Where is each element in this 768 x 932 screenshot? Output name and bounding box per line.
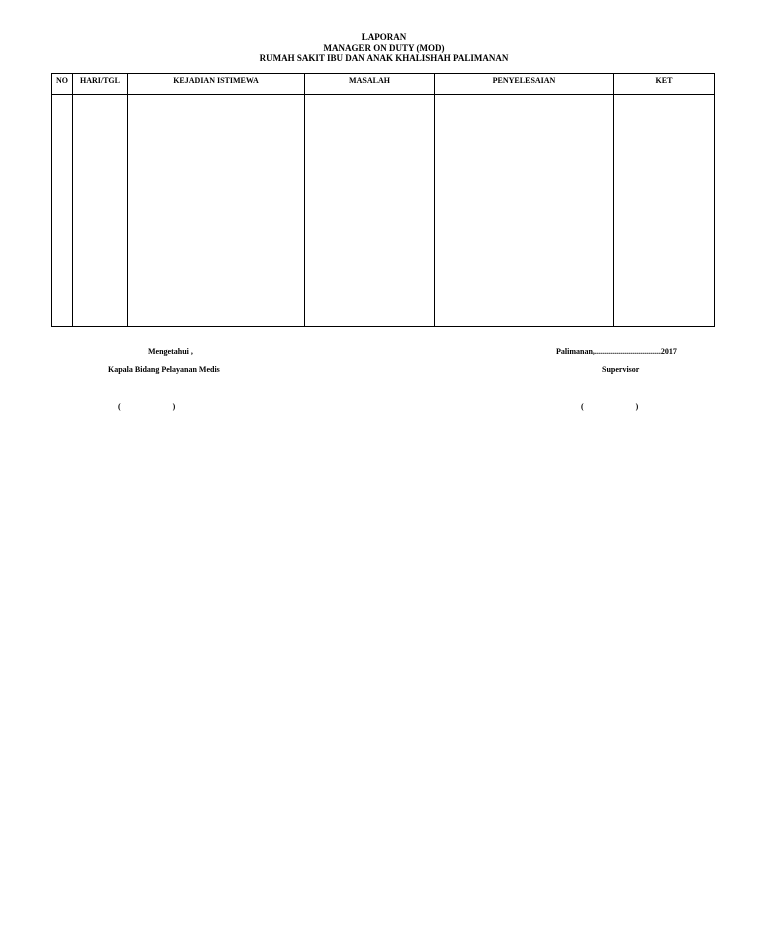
column-header-problem: MASALAH xyxy=(305,74,435,95)
column-header-remarks: KET xyxy=(614,74,715,95)
right-signature-name-field: ( ) xyxy=(581,402,639,411)
report-table xyxy=(51,73,715,327)
table-header-row xyxy=(52,74,715,95)
column-header-date: HARI/TGL xyxy=(73,74,128,95)
cell-remarks xyxy=(614,95,715,327)
table-row xyxy=(52,95,715,327)
column-header-no: NO xyxy=(52,74,73,95)
cell-incident xyxy=(128,95,305,327)
report-title-block xyxy=(0,32,768,64)
cell-date xyxy=(73,95,128,327)
report-subtitle: MANAGER ON DUTY (MOD) xyxy=(323,42,445,53)
cell-resolution xyxy=(435,95,614,327)
report-title: LAPORAN xyxy=(361,32,407,42)
left-signature-name-field: ( ) xyxy=(118,402,176,411)
cell-problem xyxy=(305,95,435,327)
left-signatory-role: Kapala Bidang Pelayanan Medis xyxy=(108,365,220,374)
hospital-name: RUMAH SAKIT IBU DAN ANAK KHALISHAH PALIMANAN xyxy=(259,53,509,63)
acknowledged-label: Mengetahui , xyxy=(148,347,193,356)
column-header-resolution: PENYELESAIAN xyxy=(435,74,614,95)
column-header-incident: KEJADIAN ISTIMEWA xyxy=(128,74,305,95)
cell-no xyxy=(52,95,73,327)
place-date-line: Palimanan,.................................2017 xyxy=(556,347,677,356)
right-signatory-role: Supervisor xyxy=(602,365,640,374)
